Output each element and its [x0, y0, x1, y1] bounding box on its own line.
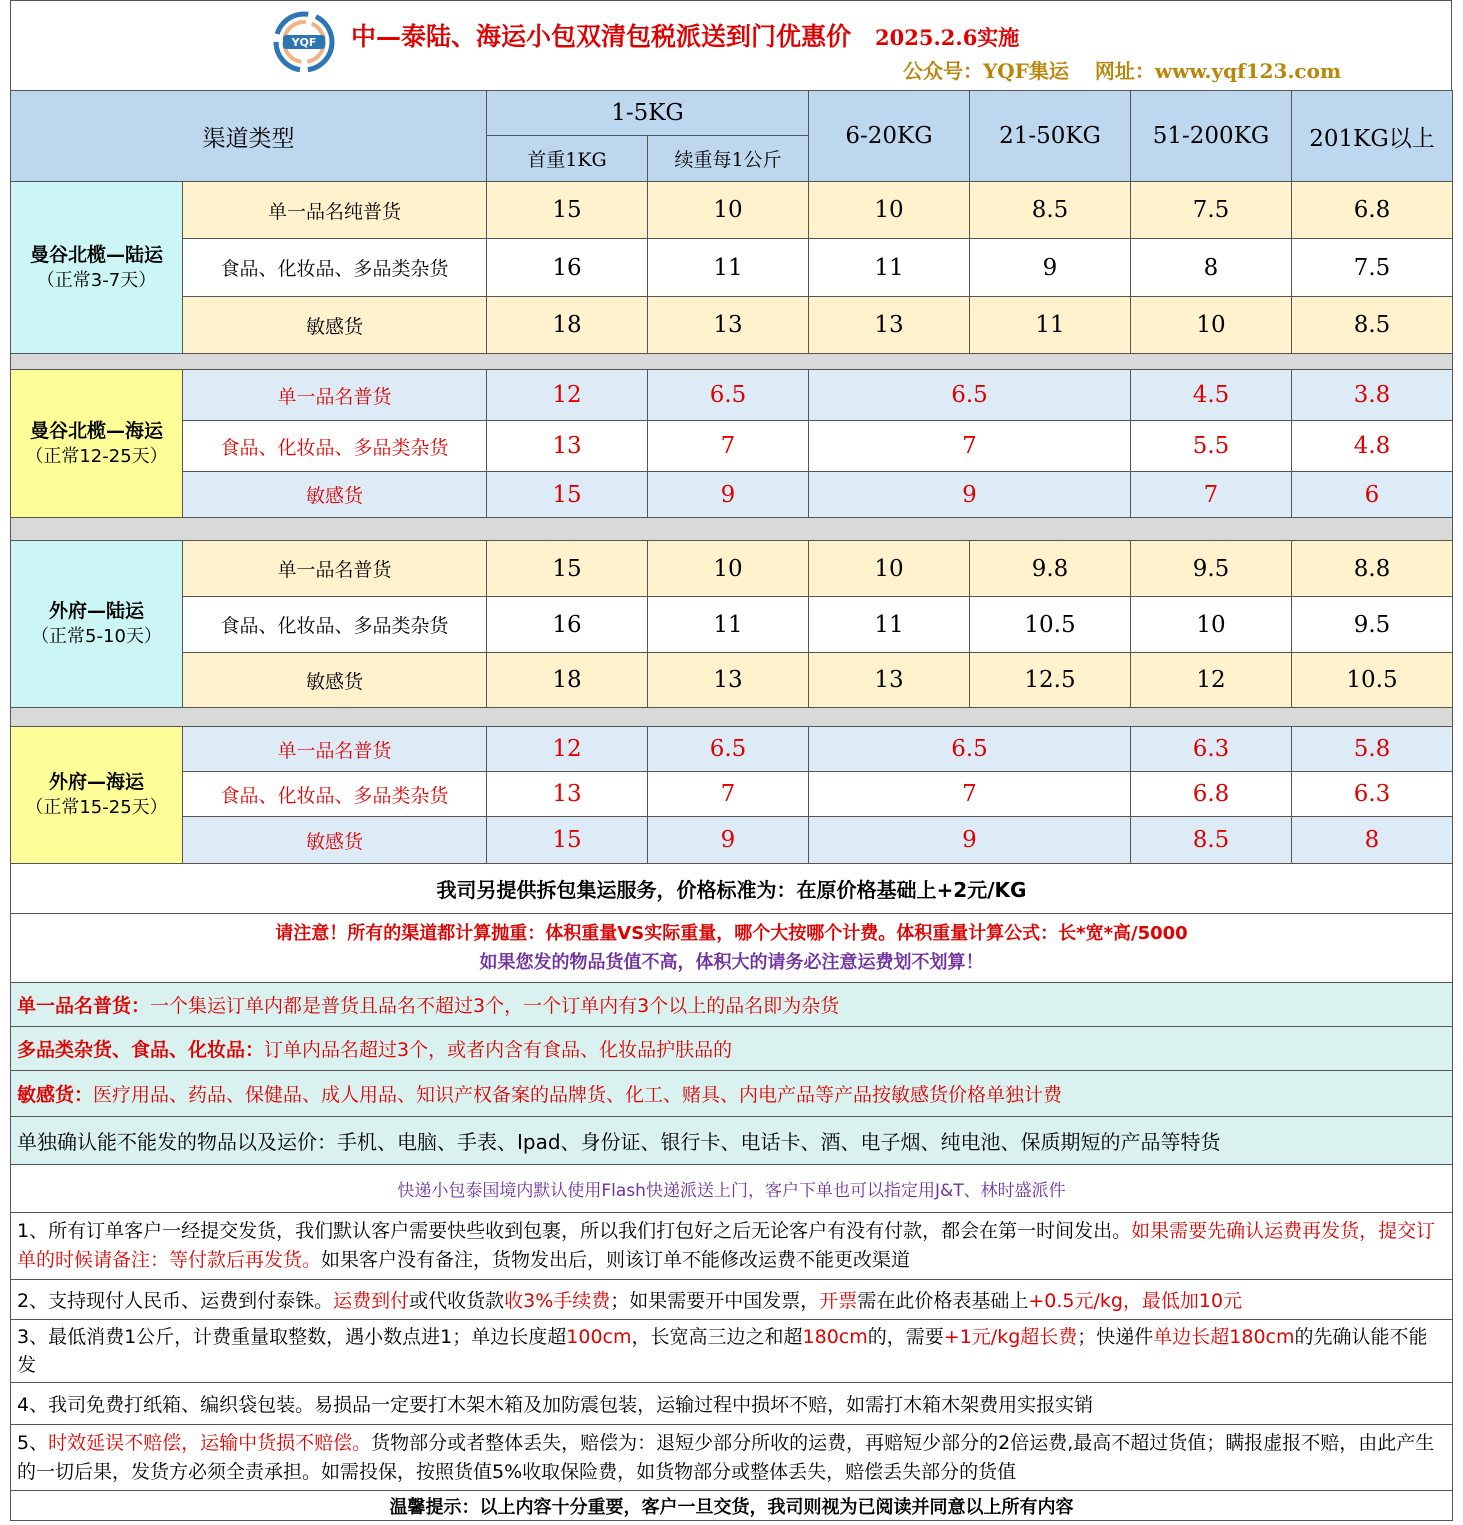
term-highlight: +1元/kg超长费 — [943, 1326, 1078, 1348]
term-highlight: 运费到付 — [333, 1290, 410, 1312]
spacer-row — [11, 708, 1453, 727]
col-1-5kg: 1-5KG — [487, 91, 809, 136]
price-cell: 6.3 — [1292, 772, 1453, 817]
price-cell: 7 — [648, 421, 809, 472]
special-items-note: 单独确认能不能发的物品以及运价：手机、电脑、手表、Ipad、身份证、银行卡、电话卡、酒、电子烟、纯电池、保质期短的产品等特货 — [11, 1117, 1453, 1165]
term-text: ，长宽高三边之和超 — [631, 1326, 803, 1348]
price-cell: 8 — [1131, 239, 1292, 297]
delivery-note: 快递小包泰国境内默认使用Flash快递派送上门，客户下单也可以指定用J&T、林时盛派件 — [11, 1165, 1453, 1213]
price-cell: 6.5 — [648, 727, 809, 772]
price-cell: 13 — [648, 653, 809, 708]
category-cell: 敏感货 — [183, 472, 487, 518]
price-cell: 15 — [487, 541, 648, 597]
price-cell: 13 — [809, 297, 970, 354]
category-cell: 单一品名普货 — [183, 370, 487, 421]
table-row — [11, 541, 1453, 597]
price-cell: 5.8 — [1292, 727, 1453, 772]
footer-row — [11, 1491, 1453, 1521]
channel-cell — [11, 182, 183, 354]
term-highlight: 100cm — [566, 1326, 632, 1348]
delivery-row — [11, 1165, 1453, 1213]
price-cell: 10 — [1131, 297, 1292, 354]
price-cell: 7 — [1131, 472, 1292, 518]
table-row — [11, 597, 1453, 653]
term-highlight: 时效延误不赔偿，运输中货损不赔偿。 — [48, 1431, 372, 1454]
price-cell: 13 — [487, 772, 648, 817]
price-cell: 9.5 — [1131, 541, 1292, 597]
price-cell: 9 — [809, 817, 1131, 864]
definition-row — [11, 1027, 1453, 1071]
price-cell: 9 — [648, 472, 809, 518]
term-highlight: 如果需要先确认运费再发货，提交订单的时候请备注：等付款后再发货。 — [17, 1220, 1436, 1271]
definition-label: 敏感货： — [17, 1084, 94, 1106]
term-text: ；快递件 — [1077, 1326, 1154, 1348]
price-cell: 15 — [487, 817, 648, 864]
price-cell: 10 — [809, 541, 970, 597]
channel-days: （正常15-25天） — [25, 797, 168, 818]
table-row — [11, 421, 1453, 472]
price-cell: 15 — [487, 472, 648, 518]
price-cell: 13 — [648, 297, 809, 354]
logo-text: YQF — [291, 36, 317, 49]
definition-text: 订单内品名超过3个，或者内含有食品、化妆品护肤品的 — [264, 1039, 733, 1061]
price-cell: 10 — [648, 182, 809, 239]
price-cell: 11 — [970, 297, 1131, 354]
term-text: 需在此价格表基础上 — [857, 1290, 1029, 1312]
price-cell: 11 — [809, 597, 970, 653]
price-cell: 5.5 — [1131, 421, 1292, 472]
price-cell: 7 — [648, 772, 809, 817]
price-cell: 8 — [1292, 817, 1453, 864]
price-cell: 6.8 — [1292, 182, 1453, 239]
category-cell: 单一品名普货 — [183, 541, 487, 597]
channel-name: 曼谷北榄—海运 — [29, 419, 163, 442]
term-text: 4、我司免费打纸箱、编织袋包装。易损品一定要打木架木箱及加防震包装，运输过程中损坏不赔，如需打木箱木架费用实报实销 — [11, 1383, 1453, 1425]
volume-weight-note: 请注意！所有的渠道都计算抛重：体积重量VS实际重量，哪个大按哪个计费。体积重量计算公式：长*宽*高/5000 — [275, 923, 1188, 944]
price-cell: 16 — [487, 597, 648, 653]
term-highlight: 单边长超180cm — [1153, 1326, 1295, 1348]
contact-line — [903, 55, 1367, 84]
term-highlight: 开票 — [819, 1290, 858, 1312]
special-items-row — [11, 1117, 1453, 1165]
price-cell: 8.5 — [970, 182, 1131, 239]
spacer-row — [11, 518, 1453, 541]
category-cell: 食品、化妆品、多品类杂货 — [183, 421, 487, 472]
price-cell: 15 — [487, 182, 648, 239]
col-6-20kg: 6-20KG — [809, 91, 970, 182]
price-cell: 6.5 — [809, 727, 1131, 772]
website: 网址：www.yqf123.com — [1094, 59, 1342, 83]
table-row — [11, 370, 1453, 421]
table-row — [11, 182, 1453, 239]
effective-date: 2025.2.6实施 — [875, 25, 1020, 50]
category-cell: 食品、化妆品、多品类杂货 — [183, 239, 487, 297]
price-cell: 4.5 — [1131, 370, 1292, 421]
term-text: 货物部分或者整体丢失，赔偿为：退短少部分所收的运费，再赔短少部分的2倍运费,最高不超过货值；瞒报虚报不赔，由此产生的一切后果，发货方必须全责承担。如需投保，按照货值5%收取保险费，如货物部分或整体丢失，赔偿丢失部分的货值 — [17, 1431, 1435, 1483]
price-cell: 9 — [809, 472, 1131, 518]
channel-days: （正常5-10天） — [31, 626, 162, 647]
category-cell: 敏感货 — [183, 653, 487, 708]
table-row — [11, 727, 1453, 772]
terms-row — [11, 1425, 1453, 1491]
price-cell: 10 — [809, 182, 970, 239]
price-cell: 7 — [809, 421, 1131, 472]
category-cell: 单一品名普货 — [183, 727, 487, 772]
definition-text: 一个集运订单内都是普货且品名不超过3个，一个订单内有3个以上的品名即为杂货 — [150, 995, 840, 1017]
price-cell: 10.5 — [1292, 653, 1453, 708]
price-cell: 3.8 — [1292, 370, 1453, 421]
price-cell: 8.8 — [1292, 541, 1453, 597]
table-row — [11, 772, 1453, 817]
spacer-row — [11, 354, 1453, 370]
table-row — [11, 297, 1453, 354]
table-row — [11, 472, 1453, 518]
category-cell: 单一品名纯普货 — [183, 182, 487, 239]
channel-days: （正常3-7天） — [36, 269, 157, 291]
price-cell: 12 — [487, 727, 648, 772]
channel-type-header: 渠道类型 — [11, 91, 487, 182]
channel-days: （正常12-25天） — [25, 445, 168, 467]
price-cell: 9.8 — [970, 541, 1131, 597]
terms-row — [11, 1320, 1453, 1383]
col-51-200kg: 51-200KG — [1131, 91, 1292, 182]
definition-label: 多品类杂货、食品、化妆品： — [17, 1039, 265, 1061]
term-text: 5、 — [17, 1431, 49, 1454]
price-cell: 6.3 — [1131, 727, 1292, 772]
term-text: ；如果需要开中国发票， — [610, 1290, 820, 1312]
term-highlight: 180cm — [802, 1326, 868, 1348]
table-row — [11, 817, 1453, 864]
split-service-row — [11, 864, 1453, 914]
price-cell: 8.5 — [1292, 297, 1453, 354]
price-cell: 18 — [487, 297, 648, 354]
price-cell: 11 — [648, 239, 809, 297]
table-row — [11, 653, 1453, 708]
price-cell: 13 — [809, 653, 970, 708]
category-cell: 食品、化妆品、多品类杂货 — [183, 597, 487, 653]
term-text: 3、最低消费1公斤，计费重量取整数，遇小数点进1；单边长度超 — [17, 1326, 567, 1348]
term-text: 2、支持现付人民币、运费到付泰铢。 — [17, 1290, 334, 1312]
price-cell: 11 — [648, 597, 809, 653]
price-cell: 6 — [1292, 472, 1453, 518]
price-cell: 9 — [648, 817, 809, 864]
price-cell: 7 — [809, 772, 1131, 817]
price-cell: 6.8 — [1131, 772, 1292, 817]
volume-note-row — [11, 914, 1453, 983]
term-text: 或代收货款 — [409, 1290, 505, 1312]
title-text: 中—泰陆、海运小包双清包税派送到门优惠价 — [351, 22, 852, 51]
col-21-50kg: 21-50KG — [970, 91, 1131, 182]
page-title — [351, 17, 1019, 53]
category-cell: 敏感货 — [183, 817, 487, 864]
price-cell: 8.5 — [1131, 817, 1292, 864]
price-cell: 9 — [970, 239, 1131, 297]
term-text: 如果客户没有备注，货物发出后，则该订单不能修改运费不能更改渠道 — [321, 1249, 911, 1271]
category-cell: 敏感货 — [183, 297, 487, 354]
terms-row — [11, 1213, 1453, 1280]
price-cell: 6.5 — [648, 370, 809, 421]
channel-name: 外府—陆运 — [48, 600, 144, 622]
definition-text: 医疗用品、药品、保健品、成人用品、知识产权备案的品牌货、化工、赌具、内电产品等产品按敏感货价格单独计费 — [93, 1084, 1063, 1106]
price-cell: 7.5 — [1292, 239, 1453, 297]
price-cell: 12 — [1131, 653, 1292, 708]
price-cell: 11 — [809, 239, 970, 297]
price-cell: 16 — [487, 239, 648, 297]
split-service-note: 我司另提供拆包集运服务，价格标准为：在原价格基础上+2元/KG — [11, 864, 1453, 914]
price-cell: 7.5 — [1131, 182, 1292, 239]
channel-cell — [11, 370, 183, 518]
price-cell: 13 — [487, 421, 648, 472]
col-201kg: 201KG以上 — [1292, 91, 1453, 182]
term-highlight: 收3%手续费 — [504, 1290, 611, 1312]
price-cell: 12 — [487, 370, 648, 421]
col-extra-kg: 续重每1公斤 — [648, 136, 809, 182]
category-cell: 食品、化妆品、多品类杂货 — [183, 772, 487, 817]
page-header — [10, 0, 1452, 90]
definition-row — [11, 1071, 1453, 1117]
term-text: 1、所有订单客户一经提交发货，我们默认客户需要快些收到包裹，所以我们打包好之后无论客户有没有付款，都会在第一时间发出。 — [17, 1220, 1132, 1242]
yqf-logo-icon — [273, 11, 335, 73]
term-highlight: +0.5元/kg，最低加10元 — [1028, 1290, 1243, 1312]
channel-name: 曼谷北榄—陆运 — [29, 243, 163, 266]
definition-row — [11, 983, 1453, 1027]
term-text: 的，需要 — [867, 1326, 944, 1348]
table-row — [11, 239, 1453, 297]
channel-cell — [11, 541, 183, 708]
price-cell: 10 — [1131, 597, 1292, 653]
channel-cell — [11, 727, 183, 864]
footer-note: 温馨提示：以上内容十分重要，客户一旦交货，我司则视为已阅读并同意以上所有内容 — [11, 1491, 1453, 1521]
channel-name: 外府—海运 — [48, 771, 144, 793]
volume-tip: 如果您发的物品货值不高，体积大的请务必注意运费划不划算！ — [479, 952, 984, 973]
price-cell: 18 — [487, 653, 648, 708]
wechat-account: 公众号：YQF集运 — [903, 59, 1069, 83]
price-cell: 12.5 — [970, 653, 1131, 708]
definition-label: 单一品名普货： — [17, 995, 151, 1017]
col-first-kg: 首重1KG — [487, 136, 648, 182]
price-cell: 9.5 — [1292, 597, 1453, 653]
term-text: 的先确认能不能发 — [17, 1326, 1428, 1376]
price-cell: 4.8 — [1292, 421, 1453, 472]
price-cell: 10.5 — [970, 597, 1131, 653]
price-cell: 10 — [648, 541, 809, 597]
price-cell: 6.5 — [809, 370, 1131, 421]
price-table — [10, 90, 1453, 1521]
terms-row — [11, 1383, 1453, 1425]
terms-row — [11, 1280, 1453, 1320]
